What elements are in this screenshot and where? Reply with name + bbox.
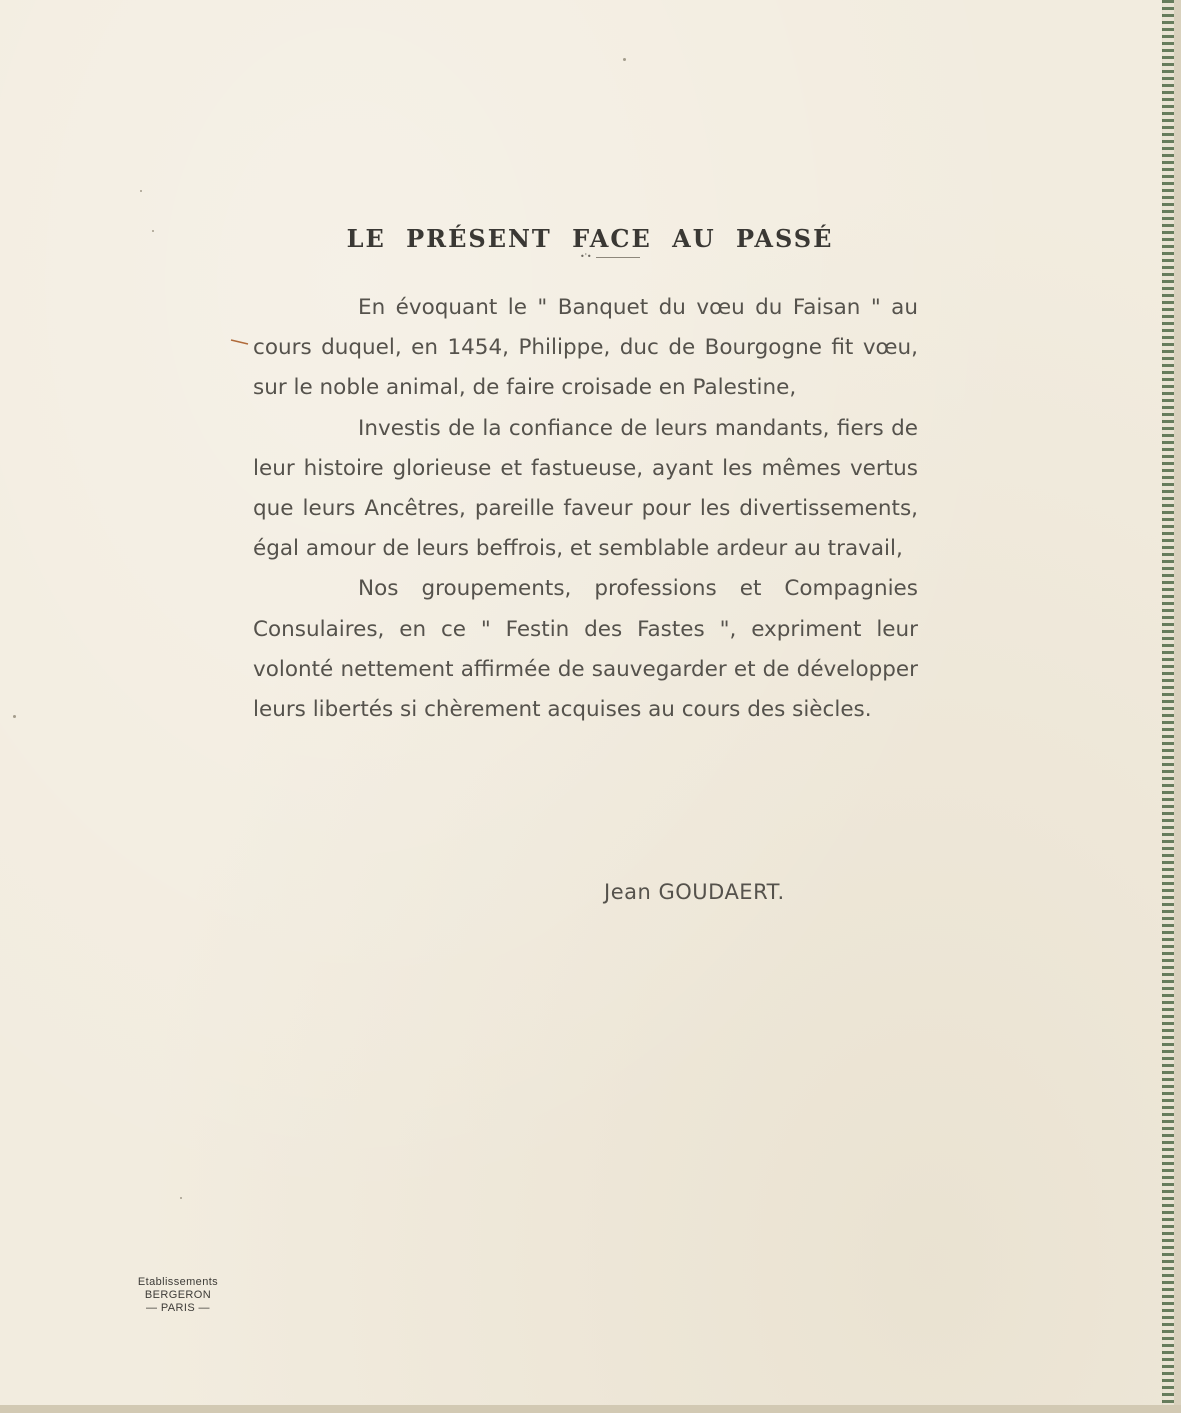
paper-speck [13,715,16,718]
paper-speck [623,58,626,61]
printer-imprint [118,1276,238,1315]
signature: Jean GOUDAERT. [604,880,785,904]
paragraph: En évoquant le " Banquet du vœu du Faisan " au cours duquel, en 1454, Philippe, duc de Bourgogne fit vœu, sur le noble animal, de faire croisade en Palestine, [253,295,918,401]
binding-shadow [1174,0,1181,1413]
paper-speck [140,190,142,192]
body-text [253,288,918,730]
ornament-dots: •'• [580,252,592,261]
ornament-rule [596,257,640,258]
imprint-line: Etablissements [137,1276,219,1288]
paper-speck [180,1197,182,1199]
paper-speck [152,230,154,232]
title-ornament [580,253,640,261]
imprint-line: — PARIS — [146,1302,210,1314]
page-title: LE PRÉSENT FACE AU PASSÉ [346,224,834,254]
paragraph: Nos groupements, professions et Compagnies Consulaires, en ce " Festin des Fastes ", expriment leur volonté nettement affirmée de sauvegarder et de développer leurs libertés si chèrement acquises au cours des siècles. [253,576,918,723]
pencil-mark [230,338,252,346]
imprint-line: BERGERON [144,1289,212,1301]
green-binding-cord [1162,0,1174,1413]
page-bottom-edge [0,1405,1181,1413]
paragraph: Investis de la confiance de leurs mandants, fiers de leur histoire glorieuse et fastueuse, ayant les mêmes vertus que leurs Ancêtres, pareille faveur pour les divertissements, égal amour de leurs beffrois, et semblable ardeur au travail, [253,415,918,562]
